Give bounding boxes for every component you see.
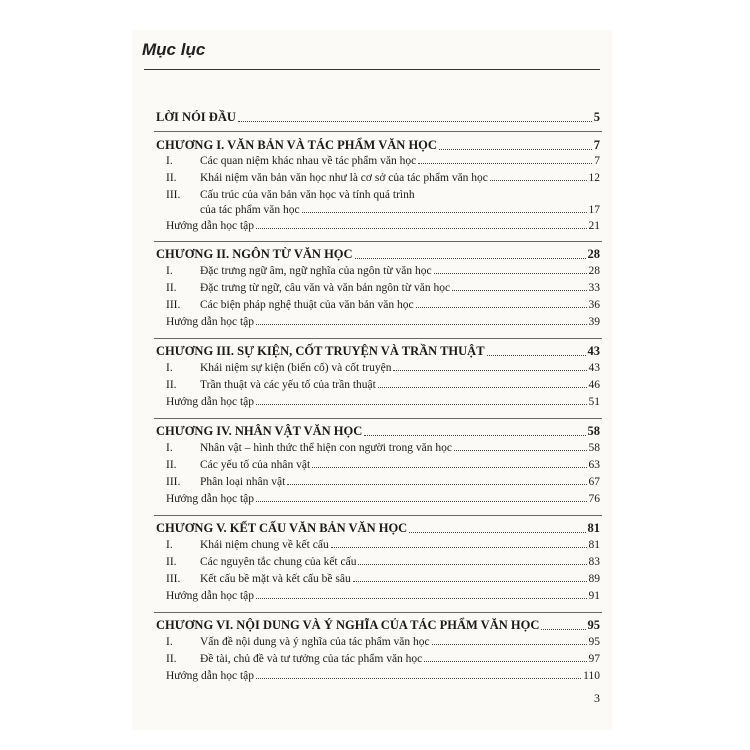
section-title: Khái niệm chung về kết cấu <box>200 539 329 551</box>
section-number: I. <box>166 155 173 167</box>
dot-leader <box>541 629 585 630</box>
section-title: Phân loại nhân vật <box>200 476 286 488</box>
section-page: 17 <box>588 204 600 216</box>
page-number: 3 <box>594 691 600 705</box>
section-divider <box>154 338 602 339</box>
toc-guide <box>166 493 600 505</box>
chapter-page: 43 <box>587 344 600 358</box>
section-page: 83 <box>588 556 600 568</box>
section-page: 58 <box>588 442 600 454</box>
chapter-page: 28 <box>587 247 600 261</box>
dot-leader <box>432 644 587 645</box>
toc-chapter <box>156 344 600 359</box>
section-title: Khái niệm văn bản văn học như là cơ sở của tác phẩm văn học <box>200 172 488 184</box>
dot-leader <box>416 307 587 308</box>
chapter-title: CHƯƠNG III. SỰ KIỆN, CỐT TRUYỆN VÀ TRẦN THUẬT <box>156 344 485 358</box>
toc-section <box>166 442 600 454</box>
dot-leader <box>256 501 586 502</box>
section-number: II. <box>166 556 177 568</box>
page-title: Mục lục <box>142 40 206 59</box>
guide-page: 39 <box>588 316 600 328</box>
toc-chapter <box>156 247 600 262</box>
section-number: III. <box>166 573 181 585</box>
toc-chapter <box>156 424 600 439</box>
section-title: Vấn đề nội dung và ý nghĩa của tác phẩm văn học <box>200 636 430 648</box>
toc-section <box>166 459 600 471</box>
section-divider <box>154 515 602 516</box>
section-page: 7 <box>594 155 600 167</box>
dot-leader <box>256 598 586 599</box>
toc-preface-page: 5 <box>593 110 600 124</box>
section-title: Các nguyên tắc chung của kết cấu <box>200 556 357 568</box>
section-title: Các biện pháp nghệ thuật của văn bản văn học <box>200 299 414 311</box>
dot-leader <box>312 467 586 468</box>
toc-chapter <box>156 521 600 536</box>
toc-guide <box>166 220 600 232</box>
toc-section <box>166 379 600 391</box>
title-rule <box>144 69 600 70</box>
dot-leader <box>434 273 587 274</box>
section-page: 36 <box>588 299 600 311</box>
section-divider <box>154 418 602 419</box>
section-page: 89 <box>588 573 600 585</box>
section-title: Cấu trúc của văn bản văn học và tính quá trình <box>200 189 415 201</box>
dot-leader <box>256 228 586 229</box>
section-number: I. <box>166 265 173 277</box>
dot-leader <box>439 149 592 150</box>
dot-leader <box>393 370 586 371</box>
toc-section-continuation <box>200 204 600 216</box>
guide-page: 76 <box>588 493 600 505</box>
toc-guide <box>166 316 600 328</box>
toc-section <box>166 362 600 374</box>
section-number: I. <box>166 362 173 374</box>
chapter-page: 81 <box>587 521 600 535</box>
chapter-title: CHƯƠNG IV. NHÂN VẬT VĂN HỌC <box>156 424 363 438</box>
section-page: 33 <box>588 282 600 294</box>
toc-section <box>166 539 600 551</box>
section-page: 43 <box>588 362 600 374</box>
toc-preface <box>156 110 600 125</box>
dot-leader <box>378 387 587 388</box>
toc-section <box>166 476 600 488</box>
guide-page: 21 <box>588 220 600 232</box>
section-divider <box>154 241 602 242</box>
section-title: Đặc trưng ngữ âm, ngữ nghĩa của ngôn từ văn học <box>200 265 432 277</box>
section-title: Các quan niệm khác nhau về tác phẩm văn học <box>200 155 417 167</box>
guide-label: Hướng dẫn học tập <box>166 493 255 505</box>
toc-section <box>166 636 600 648</box>
dot-leader <box>487 355 586 356</box>
section-number: II. <box>166 653 177 665</box>
toc-section <box>166 653 600 665</box>
chapter-page: 95 <box>587 618 600 632</box>
dot-leader <box>358 564 586 565</box>
section-number: II. <box>166 282 177 294</box>
dot-leader <box>490 180 587 181</box>
dot-leader <box>256 324 586 325</box>
guide-label: Hướng dẫn học tập <box>166 316 255 328</box>
guide-page: 51 <box>588 396 600 408</box>
section-title: Đặc trưng từ ngữ, câu văn và văn bản ngôn từ văn học <box>200 282 451 294</box>
toc-section <box>166 189 600 201</box>
section-title: Trần thuật và các yếu tố của trần thuật <box>200 379 376 391</box>
section-title: Khái niệm sự kiện (biến cố) và cốt truyện <box>200 362 392 374</box>
toc-section <box>166 299 600 311</box>
book-page <box>132 30 612 730</box>
dot-leader <box>454 450 586 451</box>
dot-leader <box>287 484 586 485</box>
chapter-title: CHƯƠNG V. KẾT CẤU VĂN BẢN VĂN HỌC <box>156 521 408 535</box>
chapter-page: 58 <box>587 424 600 438</box>
section-page: 97 <box>588 653 600 665</box>
section-number: II. <box>166 459 177 471</box>
toc-chapter <box>156 138 600 153</box>
toc-section <box>166 573 600 585</box>
section-number: I. <box>166 636 173 648</box>
section-title: Kết cấu bề mặt và kết cấu bề sâu <box>200 573 351 585</box>
section-number: II. <box>166 379 177 391</box>
chapter-title: CHƯƠNG I. VĂN BẢN VÀ TÁC PHẨM VĂN HỌC <box>156 138 437 152</box>
dot-leader <box>452 290 586 291</box>
guide-page: 91 <box>588 590 600 602</box>
section-page: 28 <box>588 265 600 277</box>
dot-leader <box>424 661 586 662</box>
section-page: 67 <box>588 476 600 488</box>
chapter-title: CHƯƠNG II. NGÔN TỪ VĂN HỌC <box>156 247 353 261</box>
guide-page: 110 <box>583 670 600 682</box>
guide-label: Hướng dẫn học tập <box>166 220 255 232</box>
dot-leader <box>353 581 587 582</box>
toc-preface-label: LỜI NÓI ĐẦU <box>156 110 236 124</box>
chapter-page: 7 <box>593 138 600 152</box>
dot-leader <box>364 435 585 436</box>
section-title: Đề tài, chủ đề và tư tưởng của tác phẩm văn học <box>200 653 423 665</box>
section-title-continued: của tác phẩm văn học <box>200 204 300 216</box>
toc-section <box>166 172 600 184</box>
dot-leader <box>256 678 581 679</box>
section-number: I. <box>166 539 173 551</box>
section-number: II. <box>166 172 177 184</box>
toc-section <box>166 265 600 277</box>
section-page: 63 <box>588 459 600 471</box>
section-title: Nhân vật – hình thức thể hiện con người trong văn học <box>200 442 453 454</box>
section-page: 81 <box>588 539 600 551</box>
toc-guide <box>166 670 600 682</box>
section-page: 12 <box>588 172 600 184</box>
dot-leader <box>409 532 585 533</box>
toc-section <box>166 155 600 167</box>
dot-leader <box>256 404 586 405</box>
toc-section <box>166 556 600 568</box>
dot-leader <box>331 547 587 548</box>
toc-guide <box>166 396 600 408</box>
section-number: III. <box>166 476 181 488</box>
section-title: Các yếu tố của nhân vật <box>200 459 311 471</box>
toc-section <box>166 282 600 294</box>
dot-leader <box>238 121 592 122</box>
section-number: III. <box>166 189 181 201</box>
section-divider <box>154 612 602 613</box>
toc-guide <box>166 590 600 602</box>
guide-label: Hướng dẫn học tập <box>166 670 255 682</box>
section-page: 95 <box>588 636 600 648</box>
section-page: 46 <box>588 379 600 391</box>
section-number: I. <box>166 442 173 454</box>
chapter-title: CHƯƠNG VI. NỘI DUNG VÀ Ý NGHĨA CỦA TÁC PHẨM VĂN HỌC <box>156 618 540 632</box>
section-number: III. <box>166 299 181 311</box>
dot-leader <box>418 163 592 164</box>
guide-label: Hướng dẫn học tập <box>166 590 255 602</box>
dot-leader <box>355 258 586 259</box>
toc-chapter <box>156 618 600 633</box>
section-divider <box>154 131 602 132</box>
guide-label: Hướng dẫn học tập <box>166 396 255 408</box>
dot-leader <box>302 212 587 213</box>
